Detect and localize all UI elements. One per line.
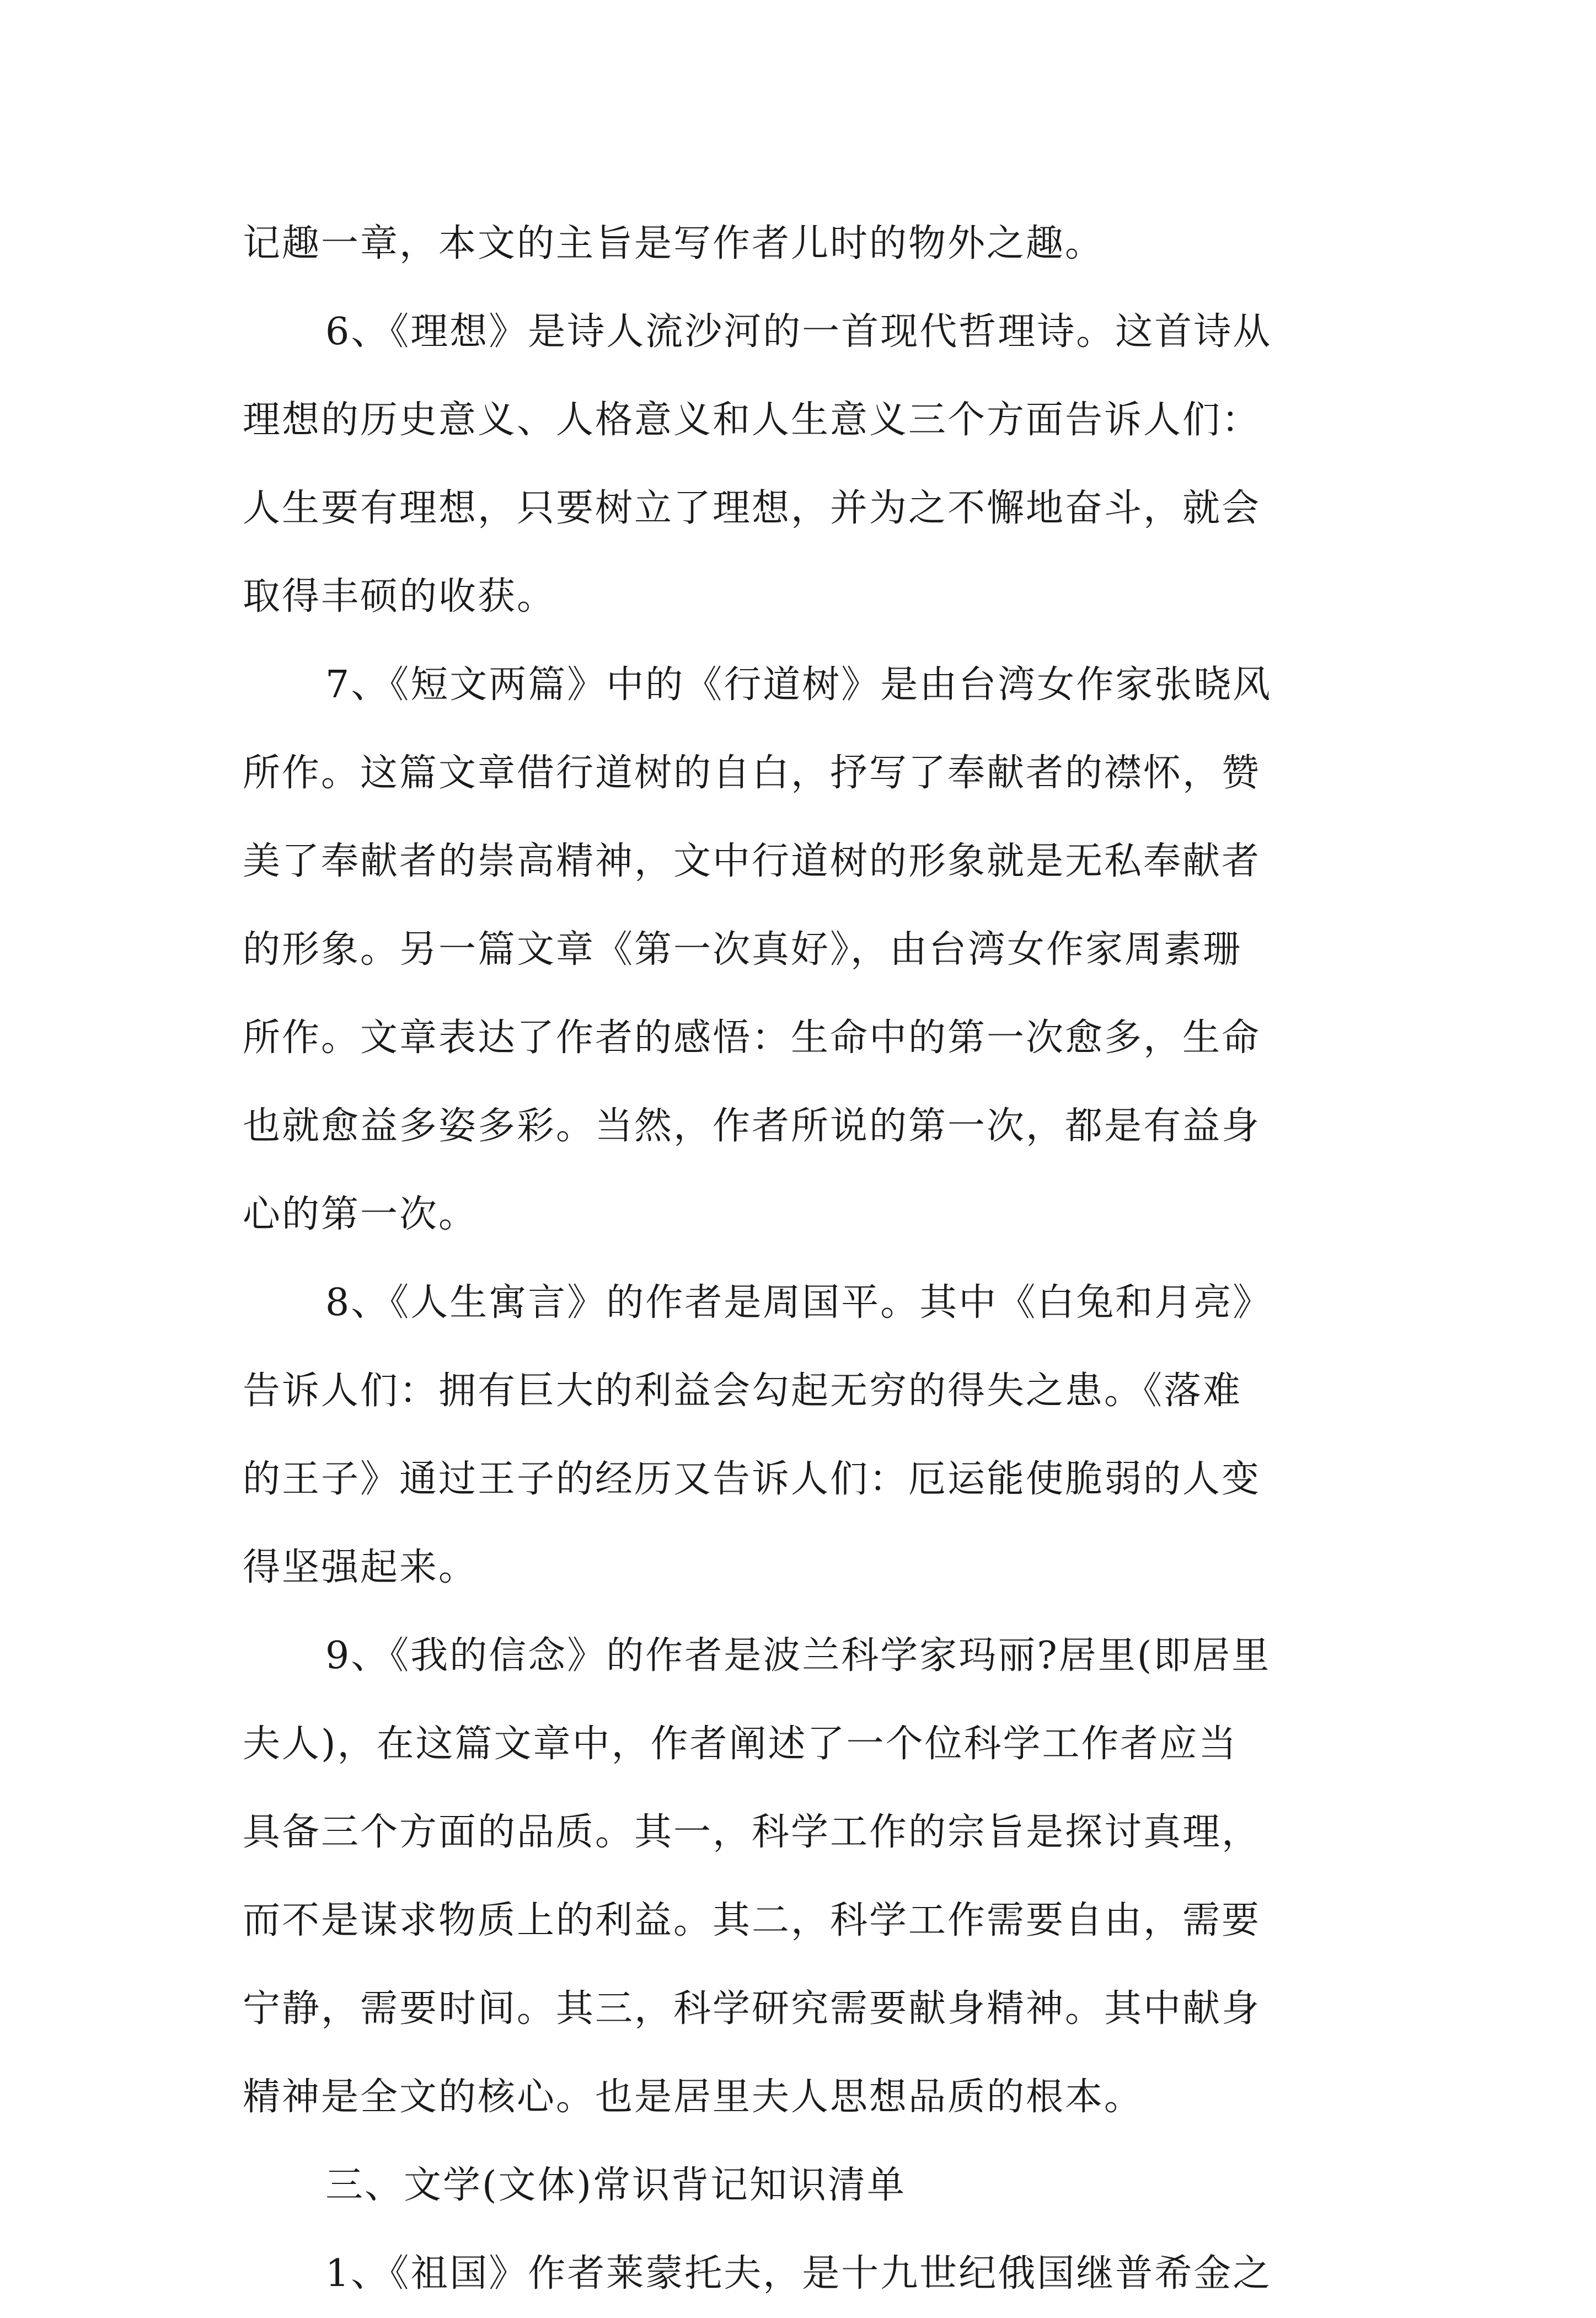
text-line: 也就愈益多姿多彩。当然，作者所说的第一次，都是有益身 [243, 1104, 1261, 1148]
paragraph-6-start: 6、《理想》是诗人流沙河的一首现代哲理诗。这首诗从 [325, 310, 1272, 354]
text-line: 而不是谋求物质上的利益。其二，科学工作需要自由，需要 [243, 1899, 1261, 1942]
section-heading: 三、文学(文体)常识背记知识清单 [325, 2164, 907, 2207]
text-line: 精神是全文的核心。也是居里夫人思想品质的根本。 [243, 2075, 1144, 2119]
paragraph-8-start: 8、《人生寓言》的作者是周国平。其中《白兔和月亮》 [325, 1281, 1272, 1324]
text-line: 具备三个方面的品质。其一，科学工作的宗旨是探讨真理， [243, 1810, 1261, 1854]
text-line: 所作。这篇文章借行道树的自白，抒写了奉献者的襟怀，赞 [243, 751, 1261, 795]
text-line: 所作。文章表达了作者的感悟：生命中的第一次愈多，生命 [243, 1016, 1261, 1060]
text-line: 心的第一次。 [243, 1193, 478, 1236]
paragraph-7-start: 7、《短文两篇》中的《行道树》是由台湾女作家张晓风 [325, 663, 1272, 707]
text-line: 宁静，需要时间。其三，科学研究需要献身精神。其中献身 [243, 1987, 1261, 2031]
text-line: 的形象。另一篇文章《第一次真好》，由台湾女作家周素珊 [243, 928, 1242, 971]
text-line: 的王子》通过王子的经历又告诉人们：厄运能使脆弱的人变 [243, 1457, 1261, 1501]
document-body [243, 200, 1362, 2318]
text-line: 美了奉献者的崇高精神，文中行道树的形象就是无私奉献者 [243, 840, 1261, 883]
text-line: 夫人)，在这篇文章中，作者阐述了一个位科学工作者应当 [243, 1722, 1238, 1766]
text-line: 取得丰硕的收获。 [243, 575, 556, 618]
text-line: 理想的历史意义、人格意义和人生意义三个方面告诉人们： [243, 398, 1261, 442]
paragraph-section3-1-start: 1、《祖国》作者莱蒙托夫，是十九世纪俄国继普希金之 [325, 2252, 1272, 2295]
text-line: 告诉人们：拥有巨大的利益会勾起无穷的得失之患。《落难 [243, 1369, 1242, 1413]
text-line: 得坚强起来。 [243, 1546, 478, 1589]
text-line: 人生要有理想，只要树立了理想，并为之不懈地奋斗，就会 [243, 487, 1261, 530]
text-line: 记趣一章，本文的主旨是写作者儿时的物外之趣。 [243, 222, 1105, 265]
paragraph-9-start: 9、《我的信念》的作者是波兰科学家玛丽?居里(即居里 [325, 1634, 1271, 1678]
